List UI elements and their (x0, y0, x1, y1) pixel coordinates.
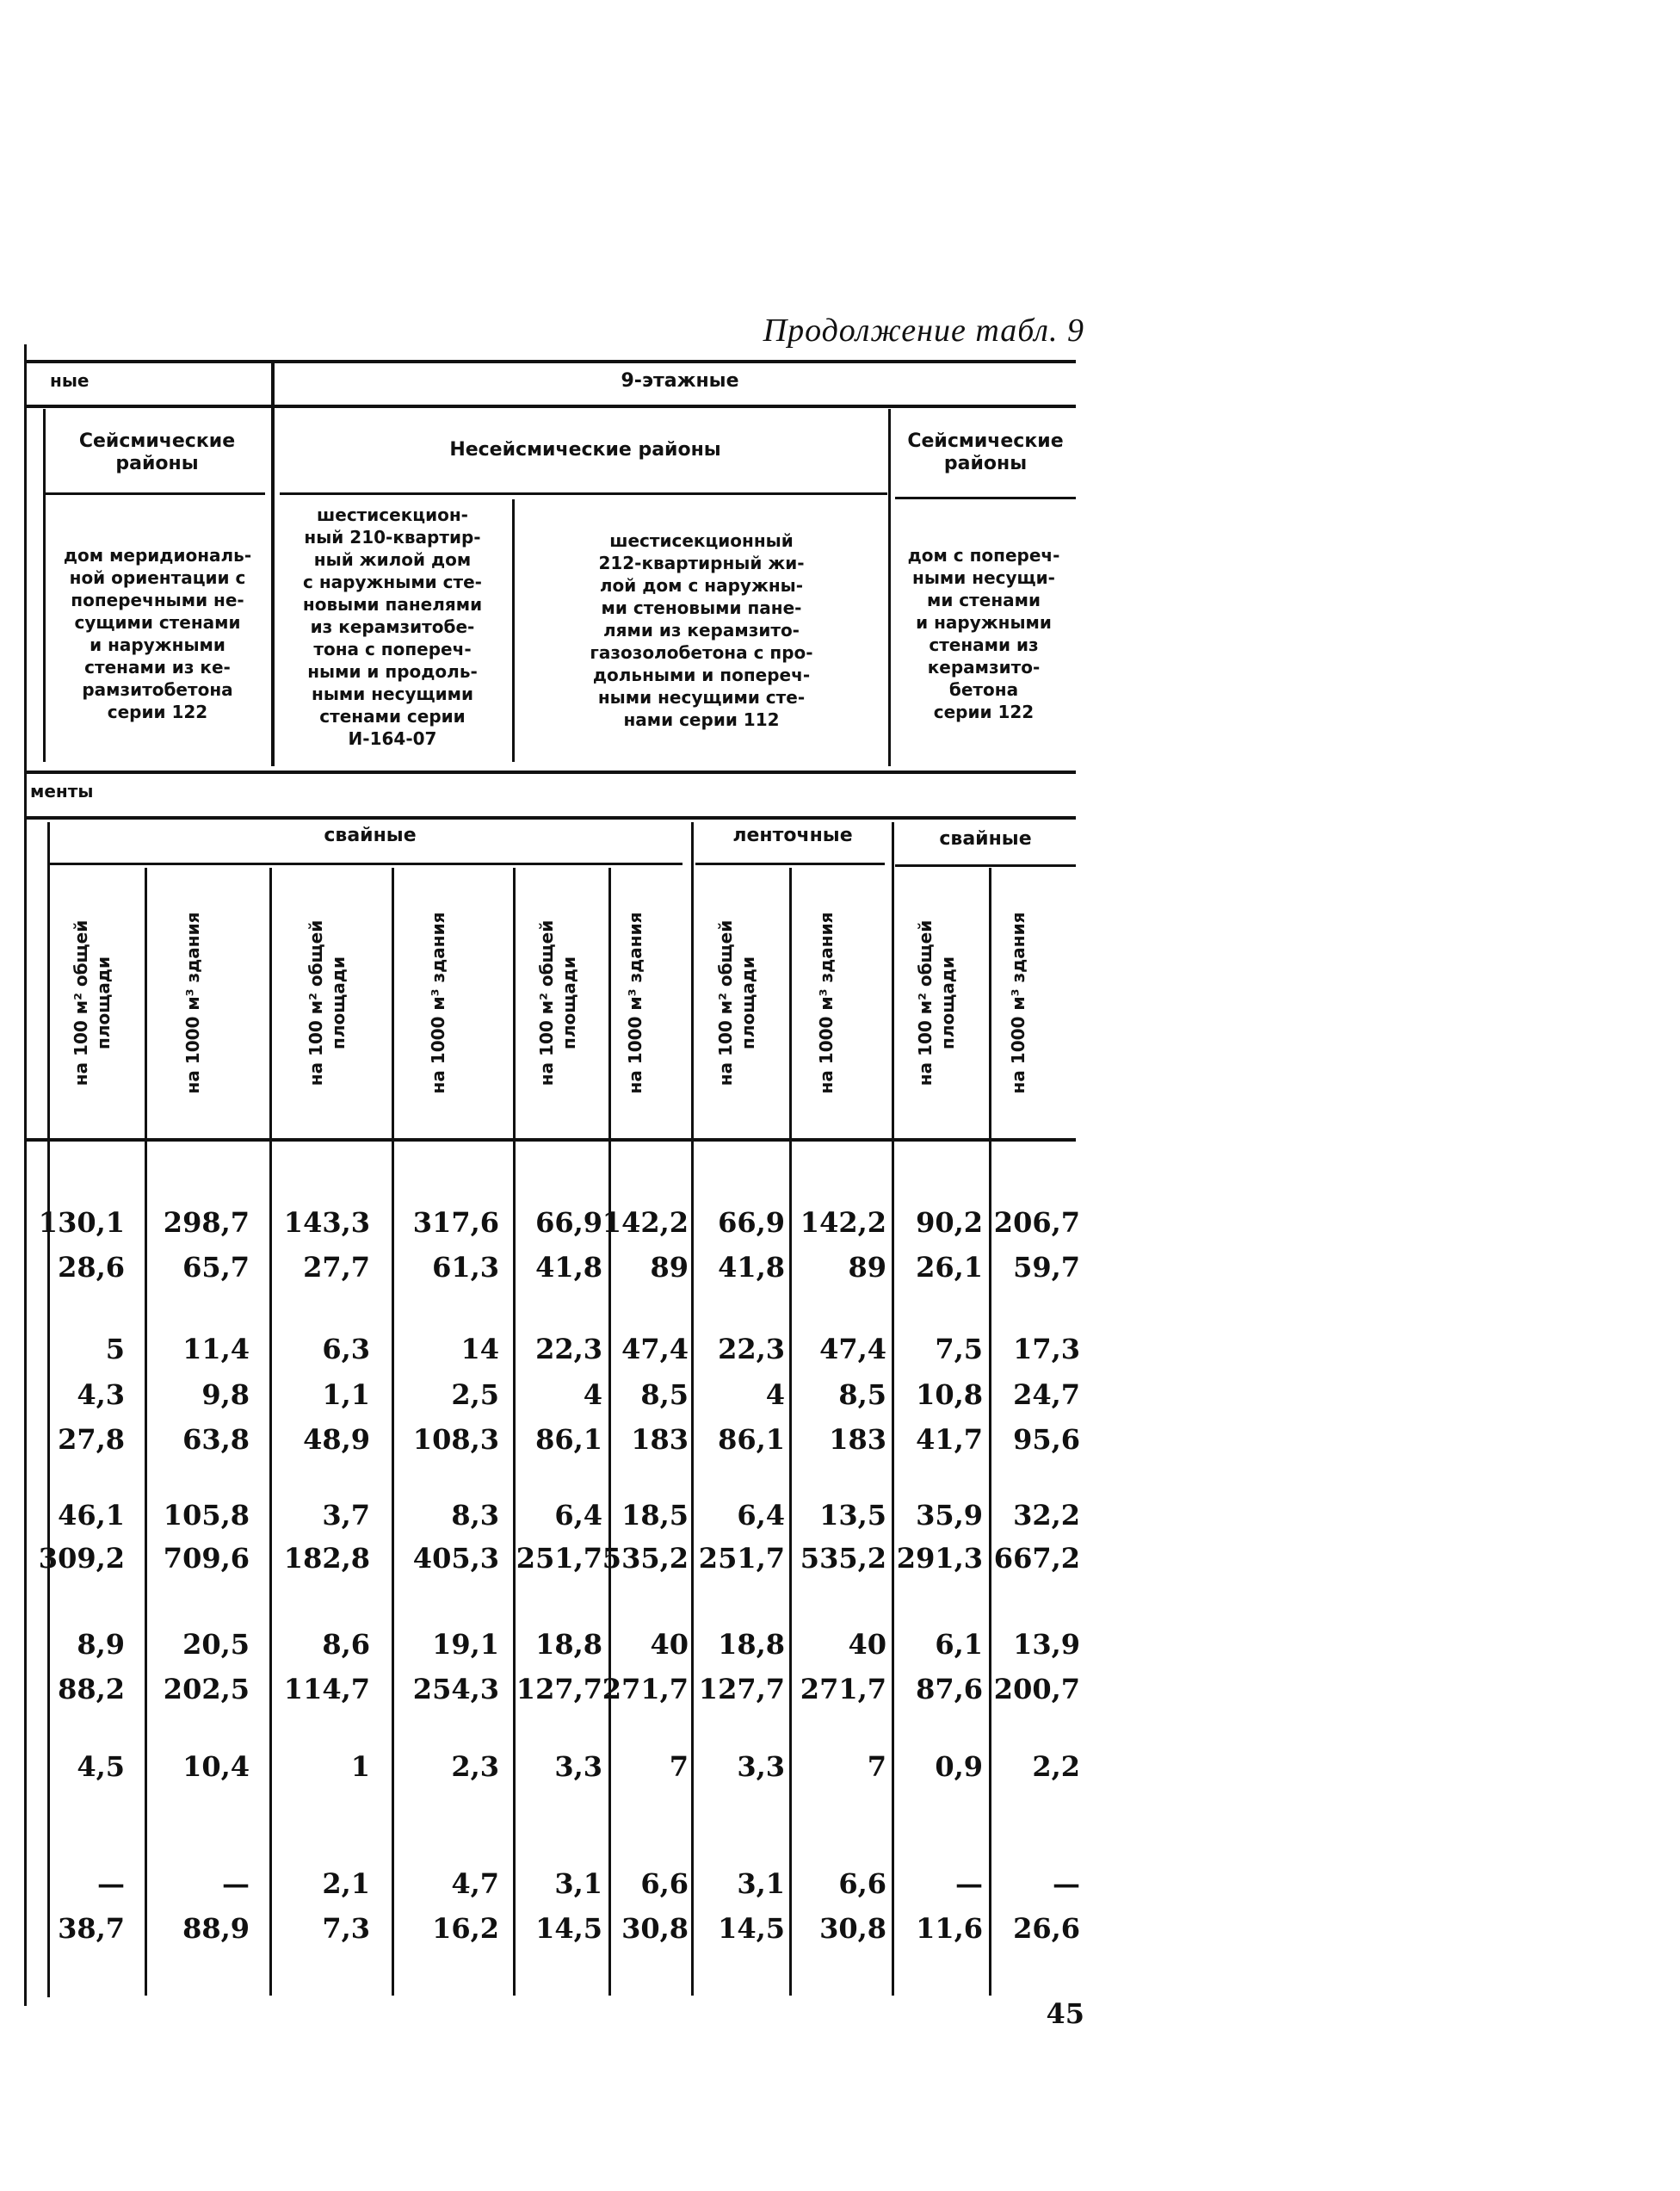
table-cell: 11,6 (916, 1912, 983, 1945)
table-cell: 709,6 (163, 1542, 250, 1575)
table-cell: 16,2 (432, 1912, 499, 1945)
table-cell: 7 (669, 1750, 689, 1783)
table-cell: 63,8 (182, 1423, 250, 1456)
table-cell: 19,1 (432, 1628, 499, 1661)
table-cell: 20,5 (182, 1628, 250, 1661)
table-cell: 127,7 (516, 1673, 602, 1705)
table-cell: 108,3 (412, 1423, 499, 1456)
colhead-9-per-area: на 100 м² общей площади (915, 919, 958, 1086)
table-cell: 61,3 (432, 1251, 499, 1284)
table-cell: 1,1 (322, 1378, 370, 1411)
table-cell: 271,7 (800, 1673, 886, 1705)
page-title: Продолжение табл. 9 (763, 313, 1084, 349)
table-cell: 130,1 (38, 1206, 125, 1239)
table-cell: 87,6 (916, 1673, 983, 1705)
rule-fragment (26, 816, 1076, 820)
rule-found-mid (695, 863, 885, 865)
table-cell: 8,6 (322, 1628, 370, 1661)
table-cell: 271,7 (602, 1673, 689, 1705)
colhead-1-per-area: на 100 м² общей площади (71, 919, 114, 1086)
table-cell: 0,9 (935, 1750, 983, 1783)
colhead-7-per-area: на 100 м² общей площади (715, 919, 758, 1086)
table-cell: 535,2 (800, 1542, 886, 1575)
table-cell: 2,3 (451, 1750, 499, 1783)
table-cell: 66,9 (535, 1206, 602, 1239)
zone-seismic-right: Сейсмические районы (907, 430, 1064, 474)
table-cell: 1 (350, 1750, 370, 1783)
fragment-foundations: менты (30, 781, 94, 802)
table-cell: 17,3 (1013, 1333, 1080, 1365)
rule-found-left (47, 863, 682, 865)
table-cell: 88,9 (182, 1912, 250, 1945)
table-cell: 86,1 (535, 1423, 602, 1456)
table-cell: 41,8 (718, 1251, 785, 1284)
table-cell: 7,3 (322, 1912, 370, 1945)
table-cell: 114,7 (283, 1673, 370, 1705)
table-cell: 2,1 (322, 1867, 370, 1900)
colhead-4-per-volume: на 1000 м³ здания (428, 912, 448, 1094)
table-cell: 3,1 (737, 1867, 785, 1900)
zone-nonseismic: Несейсмические районы (449, 439, 721, 461)
table-cell: 27,7 (303, 1251, 370, 1284)
table-cell: 30,8 (819, 1912, 886, 1945)
desc-building-1: дом меридиональ- ной ориентации с поперечными не- сущими стенами и наружными стенами из ке- рамзитобетона серии 122 (63, 545, 252, 722)
rule-zone-left (43, 492, 265, 495)
colhead-2-per-volume: на 1000 м³ здания (182, 912, 203, 1094)
table-cell: 26,6 (1013, 1912, 1080, 1945)
table-cell: 32,2 (1013, 1499, 1080, 1532)
foundation-strip: ленточные (732, 825, 853, 846)
table-cell: 8,3 (451, 1499, 499, 1532)
table-cell: 18,8 (535, 1628, 602, 1661)
table-cell: 22,3 (718, 1333, 785, 1365)
table-cell: 8,5 (640, 1378, 689, 1411)
zone-seismic-left: Сейсмические районы (78, 430, 236, 474)
rule-top (26, 360, 1076, 363)
table-cell: 6,6 (640, 1867, 689, 1900)
table-cell: 14 (460, 1333, 499, 1365)
table-cell: 143,3 (283, 1206, 370, 1239)
table-cell: — (955, 1867, 983, 1900)
table-cell: 6,4 (554, 1499, 602, 1532)
table-cell: 6,4 (737, 1499, 785, 1532)
foundation-piles-left: свайные (324, 825, 417, 846)
colhead-5-per-area: на 100 м² общей площади (536, 919, 579, 1086)
table-cell: 89 (848, 1251, 886, 1284)
table-cell: 183 (631, 1423, 689, 1456)
table-cell: 4,5 (77, 1750, 125, 1783)
rule-colhead (26, 1138, 1076, 1142)
table-cell: 206,7 (993, 1206, 1080, 1239)
table-cell: 8,9 (77, 1628, 125, 1661)
vrule-desc-mid (512, 499, 515, 762)
table-cell: 2,5 (451, 1378, 499, 1411)
table-cell: 30,8 (621, 1912, 689, 1945)
table-cell: 3,1 (554, 1867, 602, 1900)
table-cell: 18,8 (718, 1628, 785, 1661)
table-cell: 41,7 (916, 1423, 983, 1456)
table-cell: 3,7 (322, 1499, 370, 1532)
table-cell: 105,8 (163, 1499, 250, 1532)
table-cell: — (1053, 1867, 1080, 1900)
table-cell: 40 (650, 1628, 689, 1661)
table-cell: 38,7 (58, 1912, 125, 1945)
table-cell: 66,9 (718, 1206, 785, 1239)
vrule-zone-right (888, 409, 891, 766)
table-cell: 89 (650, 1251, 689, 1284)
desc-building-3: шестисекционный 212-квартирный жи- лой дом с наружны- ми стеновыми пане- лями из керамзито- газозолобетона с про- дольными и попереч- ными несущими сте- нами серии 112 (590, 530, 813, 730)
table-cell: 41,8 (535, 1251, 602, 1284)
fragment-floors-left: ные (50, 370, 90, 391)
rule-found-right (895, 864, 1076, 867)
table-cell: 48,9 (303, 1423, 370, 1456)
table-cell: 3,3 (737, 1750, 785, 1783)
table-cell: 35,9 (916, 1499, 983, 1532)
table-cell: 10,4 (182, 1750, 250, 1783)
table-cell: 6,6 (838, 1867, 886, 1900)
table-cell: 47,4 (819, 1333, 886, 1365)
table-cell: 46,1 (58, 1499, 125, 1532)
table-cell: — (97, 1867, 125, 1900)
table-cell: 4,3 (77, 1378, 125, 1411)
colhead-6-per-volume: на 1000 м³ здания (625, 912, 645, 1094)
table-cell: 2,2 (1032, 1750, 1080, 1783)
table-cell: 59,7 (1013, 1251, 1080, 1284)
table-cell: 11,4 (182, 1333, 250, 1365)
table-cell: 18,5 (621, 1499, 689, 1532)
desc-building-2: шестисекцион- ный 210-квартир- ный жилой дом с наружными сте- новыми панелями из керамзитобе- тона с попереч- ными и продоль- ными несущими стенами серии И-164-07 (302, 504, 483, 749)
table-cell: 254,3 (412, 1673, 499, 1705)
table-cell: 13,9 (1013, 1628, 1080, 1661)
desc-building-4: дом с попереч- ными несущи- ми стенами и наружными стенами из керамзито- бетона серии 122 (907, 545, 1060, 722)
table-cell: 251,7 (516, 1542, 602, 1575)
table-cell: 291,3 (896, 1542, 983, 1575)
vrule-col-3 (392, 868, 394, 1996)
table-cell: 4 (583, 1378, 602, 1411)
colhead-3-per-area: на 100 м² общей площади (306, 919, 349, 1086)
page-number: 45 (1046, 1997, 1084, 2030)
rule-floors (26, 405, 1076, 408)
table-cell: 14,5 (535, 1912, 602, 1945)
table-cell: 142,2 (800, 1206, 886, 1239)
table-cell: 47,4 (621, 1333, 689, 1365)
table-cell: 10,8 (916, 1378, 983, 1411)
floors-header: 9-этажные (621, 370, 739, 392)
table-cell: 183 (829, 1423, 886, 1456)
table-cell: 202,5 (163, 1673, 250, 1705)
rule-zone-right (895, 497, 1076, 499)
table-cell: 405,3 (412, 1542, 499, 1575)
table-cell: 3,3 (554, 1750, 602, 1783)
table-cell: 88,2 (58, 1673, 125, 1705)
rule-desc (26, 771, 1076, 774)
table-cell: 142,2 (602, 1206, 689, 1239)
table-cell: 86,1 (718, 1423, 785, 1456)
table-cell: 65,7 (182, 1251, 250, 1284)
table-cell: 6,3 (322, 1333, 370, 1365)
table-cell: 24,7 (1013, 1378, 1080, 1411)
table-cell: 7,5 (935, 1333, 983, 1365)
rule-zone-mid (280, 492, 887, 495)
table-cell: 251,7 (698, 1542, 785, 1575)
colhead-8-per-volume: на 1000 м³ здания (816, 912, 837, 1094)
table-cell: 309,2 (38, 1542, 125, 1575)
table-cell: 95,6 (1013, 1423, 1080, 1456)
table-cell: — (222, 1867, 250, 1900)
table-cell: 667,2 (993, 1542, 1080, 1575)
table-cell: 40 (848, 1628, 886, 1661)
table-cell: 298,7 (163, 1206, 250, 1239)
table-cell: 8,5 (838, 1378, 886, 1411)
table-cell: 317,6 (412, 1206, 499, 1239)
table-cell: 6,1 (935, 1628, 983, 1661)
table-cell: 9,8 (201, 1378, 250, 1411)
foundation-piles-right: свайные (939, 828, 1032, 850)
table-cell: 7 (867, 1750, 886, 1783)
table-cell: 127,7 (698, 1673, 785, 1705)
table-cell: 28,6 (58, 1251, 125, 1284)
table-cell: 14,5 (718, 1912, 785, 1945)
table-cell: 5 (105, 1333, 125, 1365)
table-cell: 13,5 (819, 1499, 886, 1532)
table-cell: 200,7 (993, 1673, 1080, 1705)
colhead-10-per-volume: на 1000 м³ здания (1008, 912, 1028, 1094)
table-cell: 4 (765, 1378, 785, 1411)
table-cell: 90,2 (916, 1206, 983, 1239)
table-cell: 22,3 (535, 1333, 602, 1365)
table-cell: 27,8 (58, 1423, 125, 1456)
table-cell: 182,8 (283, 1542, 370, 1575)
table-cell: 4,7 (451, 1867, 499, 1900)
table-cell: 26,1 (916, 1251, 983, 1284)
table-cell: 535,2 (602, 1542, 689, 1575)
